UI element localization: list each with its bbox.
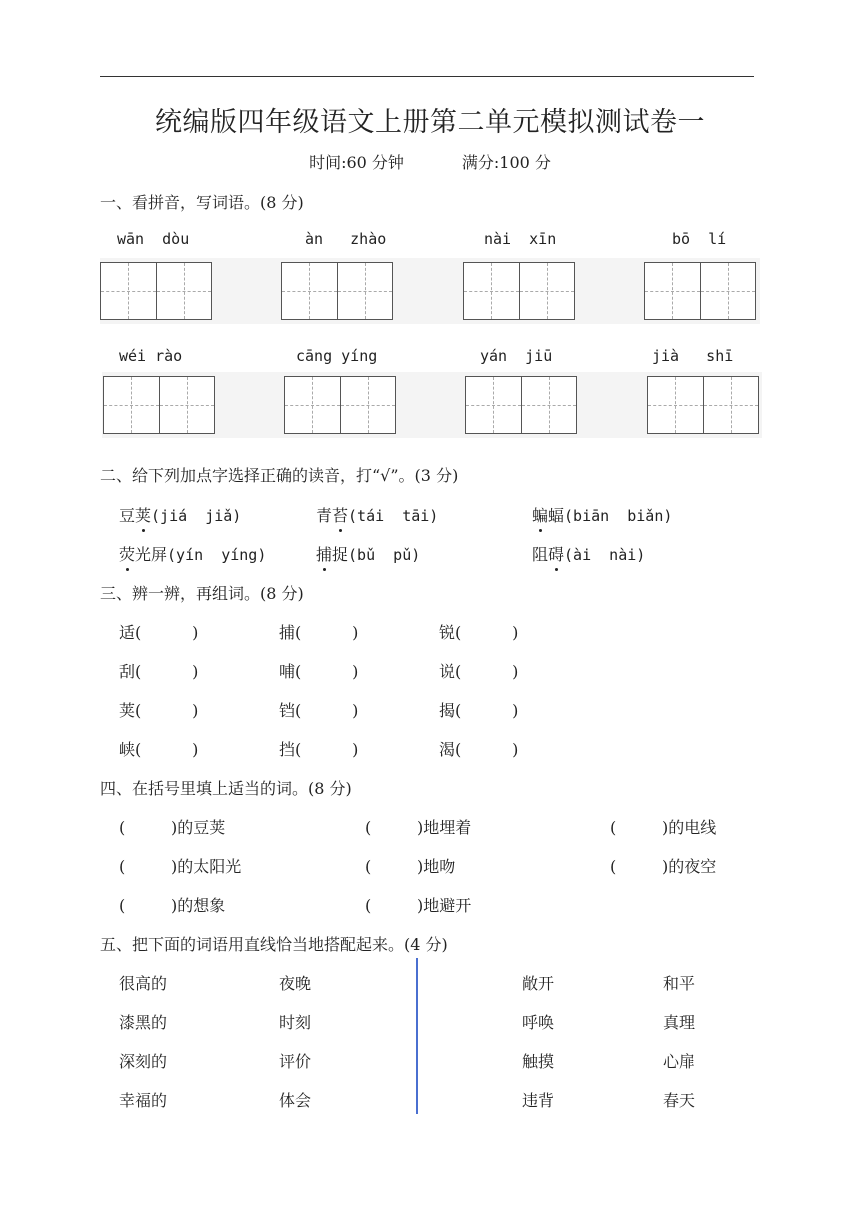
match-word[interactable]: 敞开 xyxy=(522,974,555,993)
writing-grid[interactable] xyxy=(463,262,575,320)
reading-choice[interactable]: 蝙蝠(biān biǎn) xyxy=(532,503,672,526)
pinyin: wéi rào xyxy=(119,347,183,365)
pinyin: cāng yíng xyxy=(296,347,378,365)
exam-score: 满分:100 分 xyxy=(461,153,551,172)
dotted-char: 荚 xyxy=(135,503,151,526)
match-word[interactable]: 深刻的 xyxy=(119,1052,168,1071)
word-group-blank[interactable]: 揭( ) xyxy=(439,701,519,720)
exam-info xyxy=(0,150,860,173)
fill-blank[interactable]: ( )的电线 xyxy=(610,818,717,837)
word-group-blank[interactable]: 挡( ) xyxy=(279,740,359,759)
match-word[interactable]: 春天 xyxy=(663,1091,696,1110)
page-title: 统编版四年级语文上册第二单元模拟测试卷一 xyxy=(155,107,705,138)
reading-choice[interactable]: 阻碍(ài nài) xyxy=(532,542,645,565)
match-word[interactable]: 漆黑的 xyxy=(119,1013,168,1032)
writing-grid[interactable] xyxy=(103,376,215,434)
writing-grid[interactable] xyxy=(465,376,577,434)
fill-blank[interactable]: ( )的豆荚 xyxy=(119,818,226,837)
writing-grid[interactable] xyxy=(100,262,212,320)
column-divider xyxy=(416,958,418,1114)
reading-choice[interactable]: 捕捉(bǔ pǔ) xyxy=(316,542,420,565)
word-group-blank[interactable]: 适( ) xyxy=(119,623,199,642)
section-1-heading: 一、看拼音，写词语。(8 分) xyxy=(100,193,304,212)
top-rule xyxy=(100,76,754,77)
word-group-blank[interactable]: 说( ) xyxy=(439,662,519,681)
exam-time: 时间:60 分钟 xyxy=(309,153,404,172)
match-word[interactable]: 违背 xyxy=(522,1091,555,1110)
match-word[interactable]: 幸福的 xyxy=(119,1091,168,1110)
word-group-blank[interactable]: 荚( ) xyxy=(119,701,199,720)
dotted-char: 捕 xyxy=(316,542,332,565)
dotted-char: 苔 xyxy=(332,503,348,526)
word-group-blank[interactable]: 峡( ) xyxy=(119,740,199,759)
match-word[interactable]: 体会 xyxy=(279,1091,312,1110)
writing-grid[interactable] xyxy=(281,262,393,320)
section-2-heading: 二、给下列加点字选择正确的读音，打“√”。(3 分) xyxy=(100,466,459,485)
word-group-blank[interactable]: 铛( ) xyxy=(279,701,359,720)
fill-blank[interactable]: ( )的想象 xyxy=(119,896,226,915)
word-group-blank[interactable]: 锐( ) xyxy=(439,623,519,642)
reading-choice[interactable]: 豆荚(jiá jiǎ) xyxy=(119,503,241,526)
pinyin: yán jiū xyxy=(480,347,553,365)
word-group-blank[interactable]: 捕( ) xyxy=(279,623,359,642)
pinyin: àn zhào xyxy=(305,230,387,248)
match-word[interactable]: 呼唤 xyxy=(522,1013,555,1032)
match-word[interactable]: 时刻 xyxy=(279,1013,312,1032)
section-3-heading: 三、辨一辨，再组词。(8 分) xyxy=(100,584,304,603)
pinyin: bō lí xyxy=(672,230,727,248)
fill-blank[interactable]: ( )地吻 xyxy=(365,857,456,876)
dotted-char: 碍 xyxy=(548,542,564,565)
reading-choice[interactable]: 荧光屏(yín yíng) xyxy=(119,542,266,565)
fill-blank[interactable]: ( )的太阳光 xyxy=(119,857,242,876)
fill-blank[interactable]: ( )地埋着 xyxy=(365,818,472,837)
writing-grid[interactable] xyxy=(647,376,759,434)
match-word[interactable]: 真理 xyxy=(663,1013,696,1032)
match-word[interactable]: 和平 xyxy=(663,974,696,993)
writing-grid[interactable] xyxy=(644,262,756,320)
pinyin: jià shī xyxy=(652,347,734,365)
match-word[interactable]: 很高的 xyxy=(119,974,168,993)
dotted-char: 蝙 xyxy=(532,503,548,526)
match-word[interactable]: 评价 xyxy=(279,1052,312,1071)
match-word[interactable]: 夜晚 xyxy=(279,974,312,993)
writing-grid[interactable] xyxy=(284,376,396,434)
word-group-blank[interactable]: 渴( ) xyxy=(439,740,519,759)
match-word[interactable]: 心扉 xyxy=(663,1052,696,1071)
pinyin: wān dòu xyxy=(117,230,190,248)
word-group-blank[interactable]: 哺( ) xyxy=(279,662,359,681)
pinyin: nài xīn xyxy=(484,230,557,248)
fill-blank[interactable]: ( )的夜空 xyxy=(610,857,717,876)
dotted-char: 荧 xyxy=(119,542,135,565)
word-group-blank[interactable]: 刮( ) xyxy=(119,662,199,681)
section-5-heading: 五、把下面的词语用直线恰当地搭配起来。(4 分) xyxy=(100,935,448,954)
fill-blank[interactable]: ( )地避开 xyxy=(365,896,472,915)
match-word[interactable]: 触摸 xyxy=(522,1052,555,1071)
section-4-heading: 四、在括号里填上适当的词。(8 分) xyxy=(100,779,352,798)
reading-choice[interactable]: 青苔(tái tāi) xyxy=(316,503,438,526)
